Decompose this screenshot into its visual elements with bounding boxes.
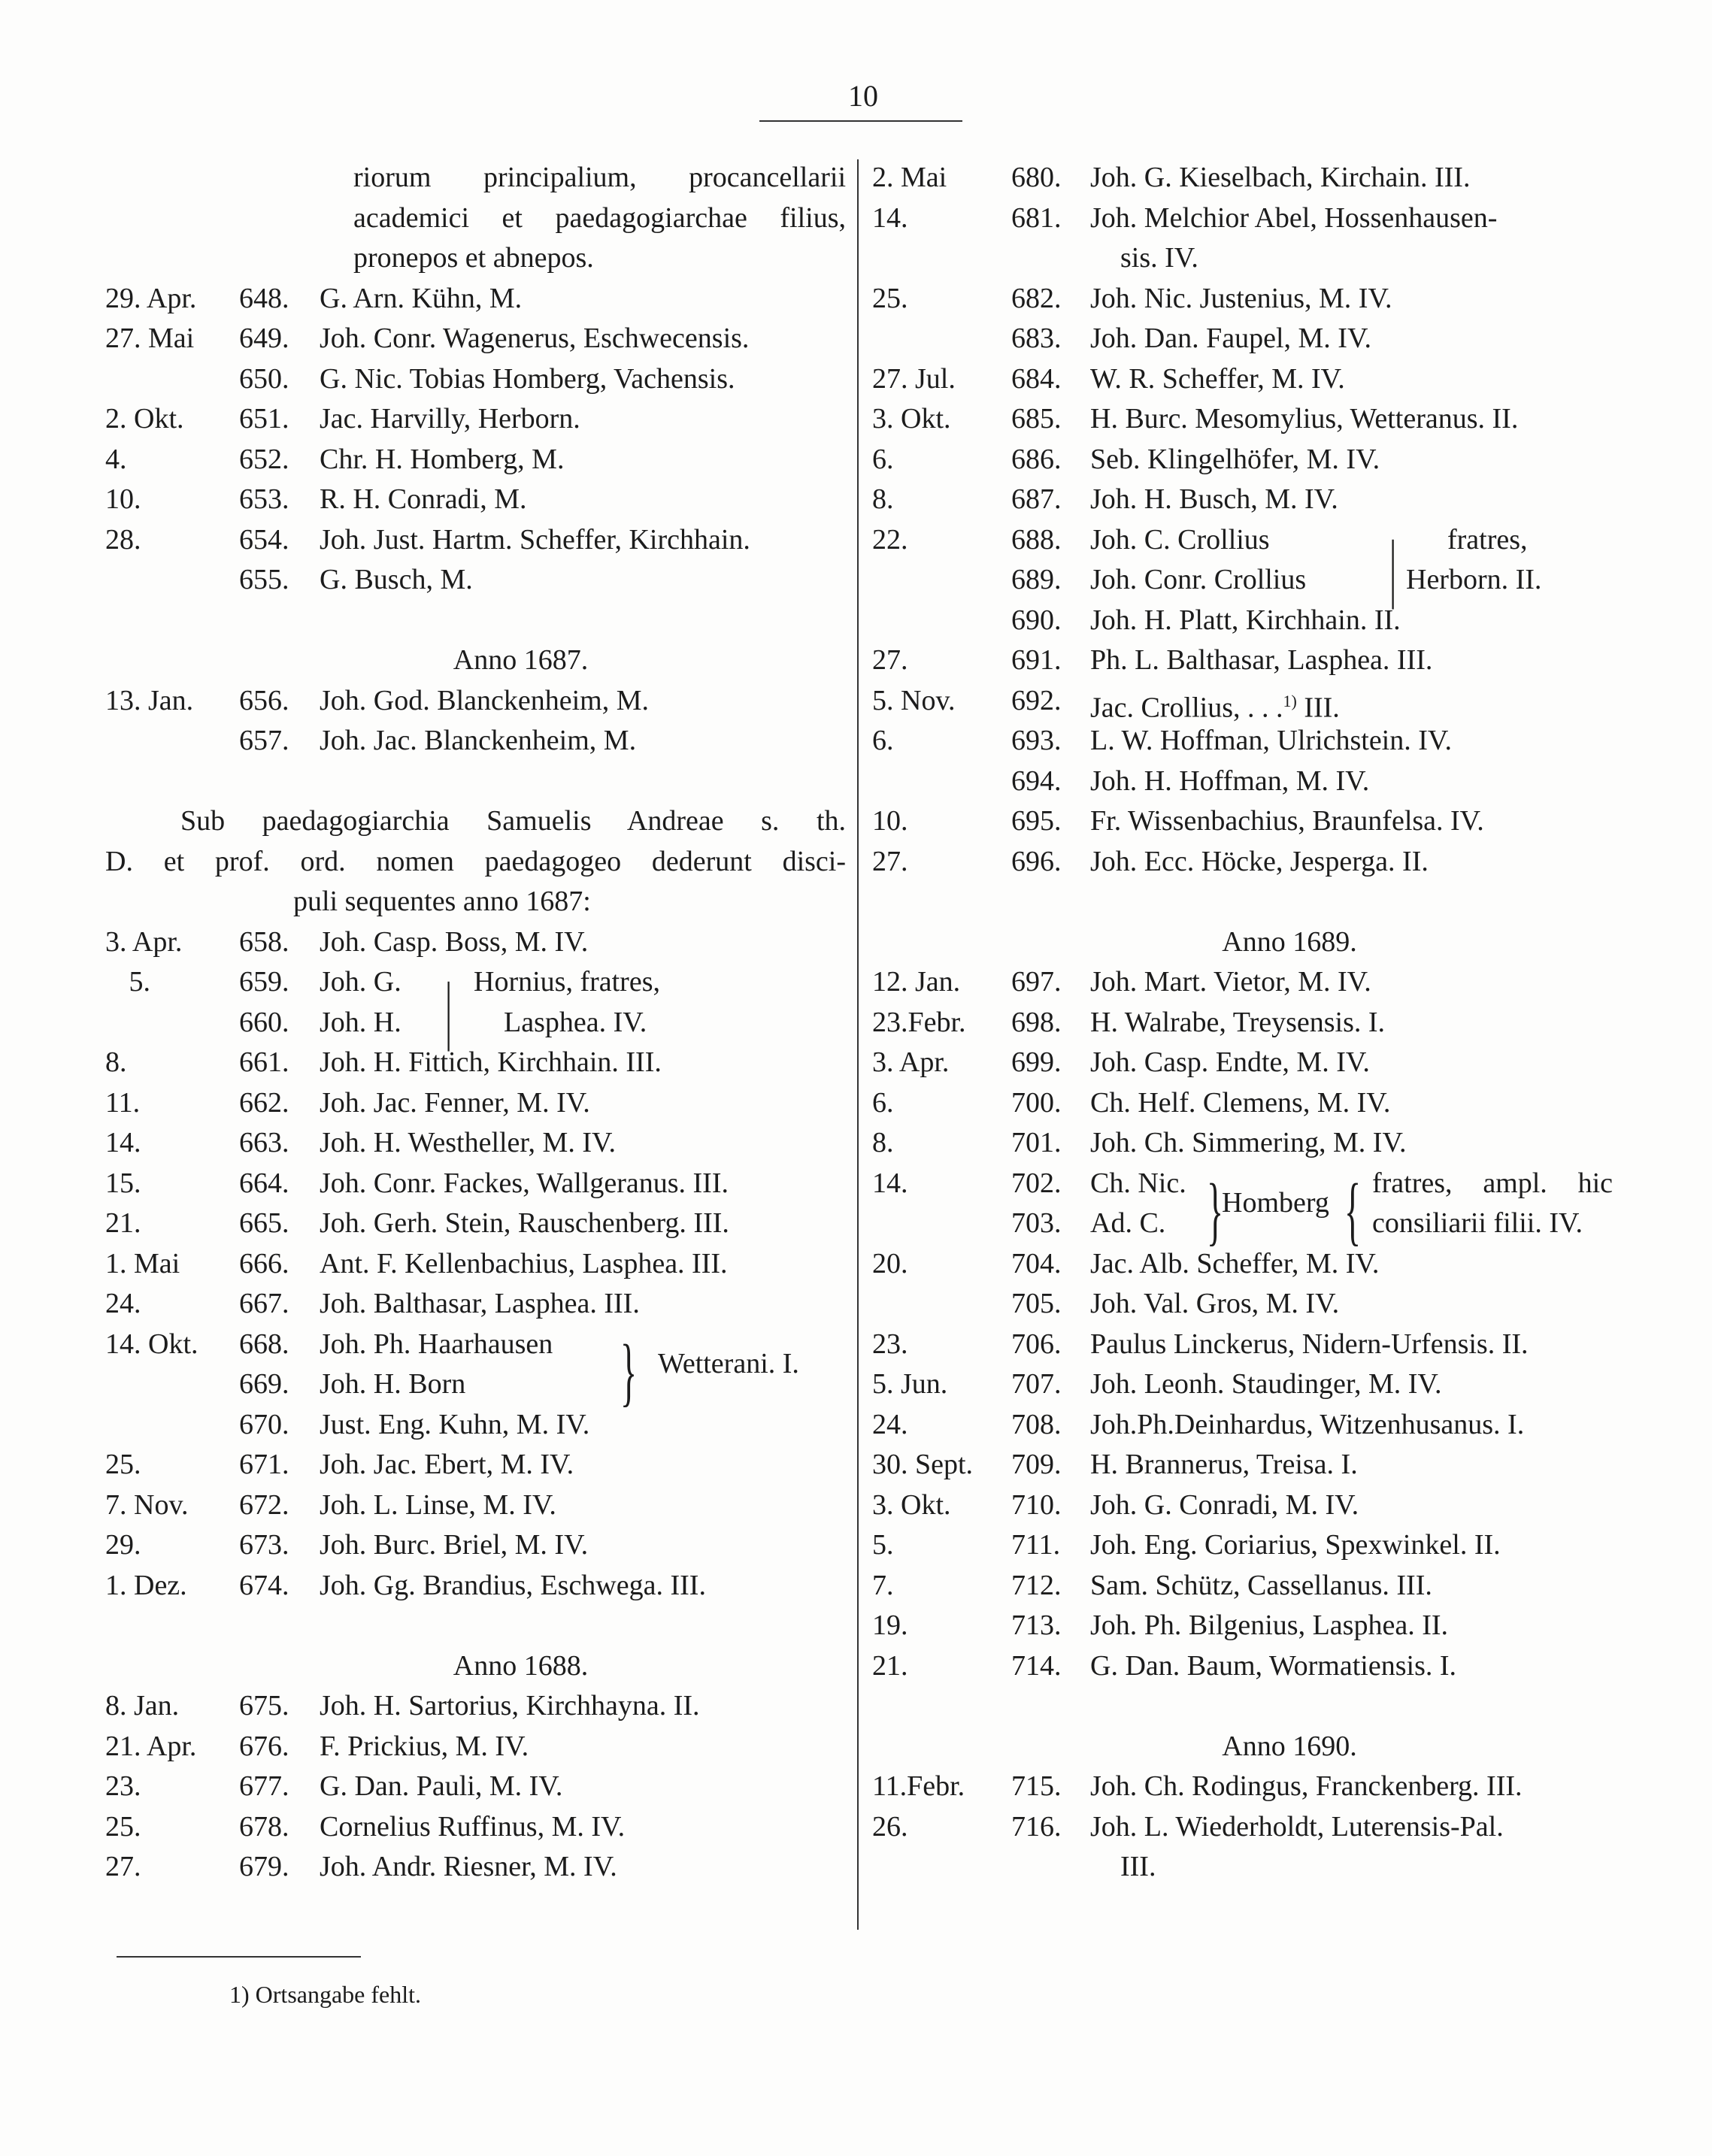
entry-row: [105, 1445, 846, 1485]
entry-row: [105, 440, 846, 480]
entry-number: 700.: [1011, 1086, 1062, 1119]
entry-date: 8.: [105, 1046, 127, 1078]
entry-row: [872, 762, 1617, 802]
entry-name: Joh. Ph. Haarhausen: [320, 1328, 553, 1360]
entry-row: [872, 1003, 1617, 1043]
entry-name: Joh. Burc. Briel, M. IV.: [320, 1529, 589, 1561]
entry-row: [105, 1083, 846, 1124]
entry-date: 4.: [105, 443, 127, 475]
entry-row: [105, 1727, 846, 1767]
entry-number: 661.: [239, 1046, 289, 1078]
entry-row: [872, 1083, 1617, 1124]
entry-date: 23.Febr.: [872, 1006, 966, 1038]
entry-name: H. Brannerus, Treisa. I.: [1090, 1449, 1358, 1480]
entry-number: 697.: [1011, 966, 1062, 998]
entry-name: Paulus Linckerus, Nidern-Urfensis. II.: [1090, 1328, 1529, 1360]
entry-row: [872, 1646, 1617, 1687]
entry-date: 23.: [872, 1328, 908, 1360]
entry-date: 3. Apr.: [105, 925, 183, 958]
entry-number: 669.: [239, 1368, 289, 1400]
right-column: [872, 158, 1617, 1888]
entry-date: 8.: [872, 483, 894, 515]
entry-date: 11.Febr.: [872, 1770, 965, 1802]
entry-name: Joh. Ecc. Höcke, Jesperga. II.: [1090, 845, 1429, 877]
entry-name: Chr. H. Homberg, M.: [320, 443, 565, 475]
entry-number: 677.: [239, 1770, 289, 1802]
entry-name: Jac. Crollius, . . .$^{1)}$ III.: [1090, 691, 1340, 724]
entry-name: Joh. Ch. Rodingus, Franckenberg. III.: [1090, 1770, 1523, 1802]
entry-name: Joh. L. Wiederholdt, Luterensis-Pal.: [1090, 1810, 1504, 1843]
entry-date: 30. Sept.: [872, 1449, 974, 1480]
entry-row: [105, 1043, 846, 1083]
entry-name: R. H. Conradi, M.: [320, 483, 527, 515]
entry-name: Joh. Leonh. Staudinger, M. IV.: [1090, 1368, 1442, 1400]
entry-name: Joh. Gerh. Stein, Rauschenberg. III.: [320, 1207, 729, 1239]
entry-row: [105, 1405, 846, 1446]
paragraph-line: Sub paedagogiarchia Samuelis Andreae s. th.: [180, 805, 846, 837]
entry-name: Jac. Harvilly, Herborn.: [320, 403, 580, 435]
entry-row: [872, 721, 1617, 762]
entry-number: 683.: [1011, 322, 1062, 354]
entry-number: 703.: [1011, 1207, 1062, 1239]
entry-name: Ch. Nic.: [1090, 1167, 1186, 1199]
entry-name: Joh. H. Westheller, M. IV.: [320, 1127, 617, 1158]
entry-date: 5.: [129, 966, 150, 998]
year-heading-1688: Anno 1688.: [453, 1649, 589, 1682]
brace-right: }: [620, 1328, 638, 1413]
entry-name: Joh. Ch. Simmering, M. IV.: [1090, 1127, 1407, 1158]
entry-date: 21.: [105, 1207, 141, 1239]
entry-row: [872, 1767, 1617, 1807]
entry-name: Joh. Andr. Riesner, M. IV.: [320, 1851, 617, 1882]
entry-number: 713.: [1011, 1609, 1062, 1641]
entry-number: 689.: [1011, 564, 1062, 595]
entry-row: [872, 1566, 1617, 1606]
entry-date: 15.: [105, 1167, 141, 1199]
entry-name: Ph. L. Balthasar, Lasphea. III.: [1090, 644, 1433, 676]
entry-number: 694.: [1011, 765, 1062, 797]
entry-date: 25.: [105, 1810, 141, 1843]
entry-number: 653.: [239, 483, 289, 515]
entry-row: [105, 480, 846, 520]
entry-name: G. Arn. Kühn, M.: [320, 282, 523, 314]
entry-name: F. Prickius, M. IV.: [320, 1730, 529, 1762]
brace-right: }: [1207, 1167, 1224, 1252]
entry-name: Cornelius Ruffinus, M. IV.: [320, 1810, 626, 1843]
entry-number: 675.: [239, 1690, 289, 1721]
page-number-rule: [759, 120, 962, 122]
footnote-rule: [117, 1956, 361, 1958]
entry-date: 27.: [872, 644, 908, 676]
entry-date: 3. Okt.: [872, 403, 951, 435]
entry-name: Joh. Casp. Endte, M. IV.: [1090, 1046, 1370, 1078]
entry-name: Joh. Jac. Fenner, M. IV.: [320, 1086, 590, 1119]
entry-number: 686.: [1011, 443, 1062, 475]
entry-row: [872, 1043, 1617, 1083]
entry-number: 692.: [1011, 684, 1062, 716]
entry-name: Joh. H. Hoffman, M. IV.: [1090, 765, 1370, 797]
entry-number: 704.: [1011, 1247, 1062, 1279]
entry-number: 695.: [1011, 805, 1062, 837]
entry-number: 709.: [1011, 1449, 1062, 1480]
entry-name: Joh. Casp. Boss, M. IV.: [320, 925, 589, 958]
entry-name: Joh. Jac. Ebert, M. IV.: [320, 1449, 574, 1480]
entry-name: Joh. Conr. Crollius: [1090, 564, 1307, 595]
entry-row: [872, 1525, 1617, 1566]
entry-number: 650.: [239, 362, 289, 395]
entry-row: [105, 359, 846, 400]
entry-row: [872, 1807, 1617, 1848]
entry-name: Ch. Helf. Clemens, M. IV.: [1090, 1086, 1391, 1119]
entry-date: 8.: [872, 1127, 894, 1158]
entry-number: 680.: [1011, 162, 1062, 193]
entry-number: 664.: [239, 1167, 289, 1199]
entry-date: 26.: [872, 1810, 908, 1843]
paragraph-line: puli sequentes anno 1687:: [293, 886, 591, 917]
entry-name: H. Burc. Mesomylius, Wetteranus. II.: [1090, 403, 1519, 435]
entry-number: 665.: [239, 1207, 289, 1239]
entry-row: [105, 1003, 846, 1043]
entry-row: [105, 520, 846, 561]
entry-name: Joh. Nic. Justenius, M. IV.: [1090, 282, 1392, 314]
entry-name: Just. Eng. Kuhn, M. IV.: [320, 1408, 590, 1440]
entry-row: [105, 1164, 846, 1204]
entry-name: Joh. G. Kieselbach, Kirchain. III.: [1090, 162, 1471, 193]
entry-number: 662.: [239, 1086, 289, 1119]
entry-number: 651.: [239, 403, 289, 435]
entry-date: 1. Dez.: [105, 1569, 187, 1601]
entry-date: 5. Nov.: [872, 684, 956, 716]
entry-row: [872, 681, 1617, 722]
entry-date: 29.: [105, 1529, 141, 1561]
entry-number: 670.: [239, 1408, 289, 1440]
entry-number: 702.: [1011, 1167, 1062, 1199]
entry-row: [872, 1325, 1617, 1365]
year-heading-1689: Anno 1689.: [1222, 925, 1357, 958]
entry-name: Jac. Alb. Scheffer, M. IV.: [1090, 1247, 1380, 1279]
entry-name: G. Dan. Baum, Wormatiensis. I.: [1090, 1649, 1457, 1682]
entry-row: [872, 319, 1617, 359]
entry-date: 3. Apr.: [872, 1046, 950, 1078]
entry-date: 23.: [105, 1770, 141, 1802]
entry-name: Joh. Dan. Faupel, M. IV.: [1090, 322, 1372, 354]
entry-date: 5. Jun.: [872, 1368, 948, 1400]
entry-name: Joh. H. Platt, Kirchhain. II.: [1090, 604, 1401, 636]
entry-name: Joh. L. Linse, M. IV.: [320, 1488, 556, 1521]
entry-name: Joh. Conr. Fackes, Wallgeranus. III.: [320, 1167, 729, 1199]
entry-name: W. R. Scheffer, M. IV.: [1090, 362, 1345, 395]
entry-name: G. Dan. Pauli, M. IV.: [320, 1770, 563, 1802]
entry-number: 657.: [239, 725, 289, 756]
entry-number: 656.: [239, 684, 289, 716]
entry-name: Seb. Klingelhöfer, M. IV.: [1090, 443, 1380, 475]
entry-row: [105, 319, 846, 359]
entry-name: G. Busch, M.: [320, 564, 473, 595]
entry-number: 671.: [239, 1449, 289, 1480]
entry-row: [105, 1566, 846, 1606]
entry-number: 690.: [1011, 604, 1062, 636]
entry-row: [872, 1606, 1617, 1646]
entry-shared-text: Wetterani. I.: [658, 1347, 799, 1379]
entry-name: Joh. Balthasar, Lasphea. III.: [320, 1288, 640, 1319]
footnote: 1) Ortsangabe fehlt.: [229, 1981, 422, 2008]
entry-date: 28.: [105, 523, 141, 556]
paragraph-line: D. et prof. ord. nomen paedagogeo dederunt disci-: [105, 845, 846, 877]
entry-number: 712.: [1011, 1569, 1062, 1601]
entry-date: 2. Mai: [872, 162, 947, 193]
intro-line: academici et paedagogiarchae filius,: [353, 201, 846, 234]
entry-row: [872, 1485, 1617, 1526]
entry-date: 11.: [105, 1086, 141, 1119]
entry-date: 22.: [872, 523, 908, 556]
entry-row: [872, 962, 1617, 1003]
entry-row: [105, 1686, 846, 1727]
entry-number: 648.: [239, 282, 289, 314]
entry-row: [872, 399, 1617, 440]
entry-row: [872, 198, 1617, 239]
left-column: [105, 158, 846, 1888]
entry-date: 2. Okt.: [105, 403, 184, 435]
entry-date: 27.: [105, 1851, 141, 1882]
entry-number: 715.: [1011, 1770, 1062, 1802]
entry-row: [872, 359, 1617, 400]
entry-row: [105, 681, 846, 722]
entry-row: [872, 640, 1617, 681]
entry-number: 666.: [239, 1247, 289, 1279]
entry-date: 10.: [105, 483, 141, 515]
entry-date: 27.: [872, 845, 908, 877]
entry-name: Joh. H.: [320, 1006, 401, 1038]
entry-number: 699.: [1011, 1046, 1062, 1078]
entry-date: 6.: [872, 1086, 894, 1119]
entry-date: 21. Apr.: [105, 1730, 197, 1762]
entry-date: 7. Nov.: [105, 1488, 189, 1521]
entry-continuation: III.: [1120, 1851, 1156, 1882]
entry-name: Joh. God. Blanckenheim, M.: [320, 684, 650, 716]
entry-row: [872, 560, 1617, 601]
entry-row: [105, 279, 846, 319]
entry-name: Joh. H. Born: [320, 1368, 466, 1400]
entry-name: Joh. H. Fittich, Kirchhain. III.: [320, 1046, 662, 1078]
entry-name: Joh. C. Crollius: [1090, 523, 1270, 556]
entry-date: 20.: [872, 1247, 908, 1279]
page-number: 10: [848, 79, 878, 113]
entry-shared-text: Hornius, fratres,: [474, 966, 660, 998]
entry-number: 706.: [1011, 1328, 1062, 1360]
entry-date: 14.: [872, 201, 908, 234]
entry-date: 10.: [872, 805, 908, 837]
entry-row: [105, 1204, 846, 1244]
entry-row: [872, 1204, 1617, 1244]
entry-name: G. Nic. Tobias Homberg, Vachensis.: [320, 362, 735, 395]
entry-name: Ad. C.: [1090, 1207, 1166, 1239]
entry-row: [105, 1807, 846, 1848]
entry-name: Joh. Mart. Vietor, M. IV.: [1090, 966, 1371, 998]
entry-row: [872, 1284, 1617, 1325]
entry-number: 687.: [1011, 483, 1062, 515]
entry-shared-text: fratres, ampl. hic: [1372, 1167, 1613, 1199]
entry-row: [105, 1485, 846, 1526]
intro-line: riorum principalium, procancellarii: [353, 162, 846, 193]
entry-name: Joh. Val. Gros, M. IV.: [1090, 1288, 1340, 1319]
entry-number: 693.: [1011, 725, 1062, 756]
column-divider: [857, 159, 859, 1930]
entry-row: [872, 601, 1617, 641]
entry-date: 6.: [872, 725, 894, 756]
entry-number: 667.: [239, 1288, 289, 1319]
entry-name: L. W. Hoffman, Ulrichstein. IV.: [1090, 725, 1452, 756]
entry-name: Joh.Ph.Deinhardus, Witzenhusanus. I.: [1090, 1408, 1525, 1440]
entry-number: 658.: [239, 925, 289, 958]
entry-date: 21.: [872, 1649, 908, 1682]
entry-number: 668.: [239, 1328, 289, 1360]
entry-row: [105, 1284, 846, 1325]
entry-number: 710.: [1011, 1488, 1062, 1521]
entry-name: Joh. Just. Hartm. Scheffer, Kirchhain.: [320, 523, 750, 556]
entry-date: 5.: [872, 1529, 894, 1561]
entry-date: 13. Jan.: [105, 684, 194, 716]
entry-row: [872, 801, 1617, 842]
entry-number: 676.: [239, 1730, 289, 1762]
year-heading-1687: Anno 1687.: [453, 644, 589, 676]
brace-left: |: [1389, 524, 1397, 609]
entry-row: [105, 1244, 846, 1285]
entry-date: 25.: [105, 1449, 141, 1480]
entry-number: 654.: [239, 523, 289, 556]
entry-number: 649.: [239, 322, 289, 354]
entry-row: [872, 1445, 1617, 1485]
entry-name: Fr. Wissenbachius, Braunfelsa. IV.: [1090, 805, 1484, 837]
entry-row: [105, 1364, 846, 1405]
entry-date: 24.: [872, 1408, 908, 1440]
entry-name: Joh. Eng. Coriarius, Spexwinkel. II.: [1090, 1529, 1501, 1561]
entry-number: 659.: [239, 966, 289, 998]
entry-date: 27. Jul.: [872, 362, 956, 395]
entry-name: Ant. F. Kellenbachius, Lasphea. III.: [320, 1247, 728, 1279]
entry-number: 714.: [1011, 1649, 1062, 1682]
entry-row: [872, 1244, 1617, 1285]
intro-line: pronepos et abnepos.: [353, 242, 594, 274]
entry-number: 691.: [1011, 644, 1062, 676]
entry-date: 14. Okt.: [105, 1328, 198, 1360]
entry-date: 25.: [872, 282, 908, 314]
entry-number: 652.: [239, 443, 289, 475]
entry-row: [105, 560, 846, 601]
entry-row: [105, 399, 846, 440]
entry-number: 672.: [239, 1488, 289, 1521]
entry-name: Joh. Melchior Abel, Hossenhausen-: [1090, 201, 1498, 234]
entry-number: 696.: [1011, 845, 1062, 877]
entry-row: [872, 480, 1617, 520]
entry-name: Sam. Schütz, Cassellanus. III.: [1090, 1569, 1432, 1601]
entry-number: 688.: [1011, 523, 1062, 556]
entry-number: 678.: [239, 1810, 289, 1843]
entry-row: [105, 1847, 846, 1888]
year-heading-1690: Anno 1690.: [1222, 1730, 1357, 1762]
entry-date: 24.: [105, 1288, 141, 1319]
entry-date: 14.: [872, 1167, 908, 1199]
brace-left: {: [1344, 1167, 1362, 1252]
entry-date: 27. Mai: [105, 322, 195, 354]
entry-row: [105, 1123, 846, 1164]
entry-name: Joh. G.: [320, 966, 401, 998]
entry-number: 679.: [239, 1851, 289, 1882]
entry-row: [105, 1525, 846, 1566]
entry-number: 701.: [1011, 1127, 1062, 1158]
entry-date: 6.: [872, 443, 894, 475]
entry-row: [872, 279, 1617, 319]
entry-row: [872, 842, 1617, 883]
entry-row: [872, 440, 1617, 480]
entry-number: 707.: [1011, 1368, 1062, 1400]
entry-row: [105, 1767, 846, 1807]
entry-name: Joh. Jac. Blanckenheim, M.: [320, 725, 637, 756]
entry-shared-text: Lasphea. IV.: [504, 1006, 647, 1038]
entry-row: [872, 1123, 1617, 1164]
entry-number: 682.: [1011, 282, 1062, 314]
entry-row: [105, 721, 846, 762]
entry-row: [872, 158, 1617, 198]
entry-date: 8. Jan.: [105, 1690, 180, 1721]
entry-number: 655.: [239, 564, 289, 595]
entry-date: 3. Okt.: [872, 1488, 951, 1521]
entry-shared-surname: Homberg: [1222, 1186, 1329, 1219]
entry-number: 685.: [1011, 403, 1062, 435]
entry-number: 681.: [1011, 201, 1062, 234]
entry-name: Joh. Ph. Bilgenius, Lasphea. II.: [1090, 1609, 1449, 1641]
entry-date: 29. Apr.: [105, 282, 197, 314]
entry-number: 673.: [239, 1529, 289, 1561]
entry-number: 705.: [1011, 1288, 1062, 1319]
entry-number: 660.: [239, 1006, 289, 1038]
entry-number: 716.: [1011, 1810, 1062, 1843]
entry-name: Joh. H. Busch, M. IV.: [1090, 483, 1338, 515]
entry-number: 708.: [1011, 1408, 1062, 1440]
entry-date: 12. Jan.: [872, 966, 961, 998]
entry-number: 674.: [239, 1569, 289, 1601]
entry-date: 14.: [105, 1127, 141, 1158]
entry-date: 1. Mai: [105, 1247, 180, 1279]
entry-continuation: sis. IV.: [1120, 242, 1198, 274]
footnote-marker: 1): [1283, 691, 1297, 710]
entry-date: 19.: [872, 1609, 908, 1641]
entry-number: 698.: [1011, 1006, 1062, 1038]
entry-row: [872, 1364, 1617, 1405]
entry-date: 7.: [872, 1569, 894, 1601]
entry-number: 711.: [1011, 1529, 1061, 1561]
entry-shared-text: consiliarii filii. IV.: [1372, 1207, 1583, 1239]
entry-name: Joh. G. Conradi, M. IV.: [1090, 1488, 1359, 1521]
brace-left: |: [445, 967, 453, 1052]
entry-number: 684.: [1011, 362, 1062, 395]
entry-name: H. Walrabe, Treysensis. I.: [1090, 1006, 1386, 1038]
entry-number: 663.: [239, 1127, 289, 1158]
entry-name: Joh. H. Sartorius, Kirchhayna. II.: [320, 1690, 700, 1721]
entry-name: Joh. Gg. Brandius, Eschwega. III.: [320, 1569, 706, 1601]
entry-shared-text: Herborn. II.: [1406, 564, 1542, 595]
entry-name: Joh. Conr. Wagenerus, Eschwecensis.: [320, 322, 750, 354]
entry-shared-text: fratres,: [1447, 523, 1528, 556]
entry-row: [872, 1405, 1617, 1446]
entry-row: [105, 922, 846, 963]
